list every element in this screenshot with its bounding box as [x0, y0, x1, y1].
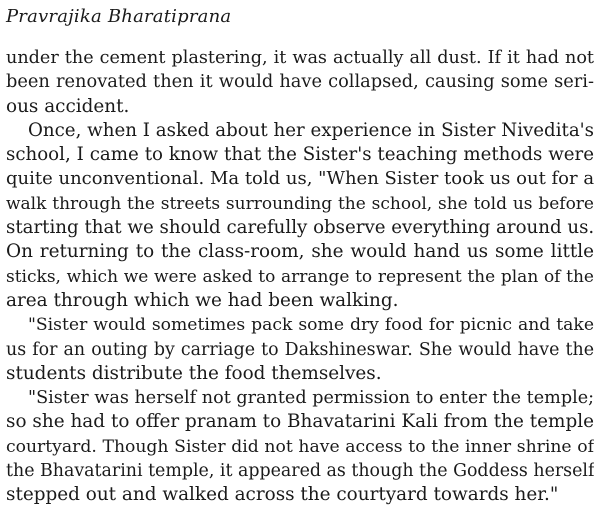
text-line: stepped out and walked across the courtyard towards her."	[6, 484, 559, 506]
text-line: walk through the streets surrounding the school, she told us before	[6, 193, 594, 214]
text-line: "Sister would sometimes pack some dry food for picnic and take	[28, 315, 594, 336]
text-line: under the cement plastering, it was actually all dust. If it had not	[6, 48, 594, 68]
text-line: courtyard. Though Sister did not have access to the inner shrine of	[6, 436, 594, 457]
text-line: so she had to offer pranam to Bhavatarini Kali from the temple	[6, 411, 594, 433]
text-line: ous accident.	[6, 95, 130, 117]
text-line: been renovated then it would have collapsed, causing some seri-	[6, 71, 594, 93]
text-line: starting that we should carefully observe everything around us.	[6, 217, 594, 239]
text-line: On returning to the class-room, she would hand us some little	[6, 241, 594, 263]
text-line: quite unconventional. Ma told us, "When Sister took us out for a	[6, 168, 594, 190]
text-line: sticks, which we were asked to arrange to represent the plan of the	[6, 266, 594, 287]
text-line: Once, when I asked about her experience in Sister Nivedita's	[28, 119, 594, 141]
text-line: "Sister was herself not granted permission to enter the temple;	[28, 388, 594, 409]
text-line: the Bhavatarini temple, it appeared as though the Goddess herself	[6, 461, 594, 482]
text-line: us for an outing by carriage to Dakshineswar. She would have the	[6, 339, 594, 360]
text-line: students distribute the food themselves.	[6, 362, 382, 384]
body-text	[6, 46, 594, 508]
text-line: area through which we had been walking.	[6, 289, 399, 311]
running-header: Pravrajika Bharatiprana	[6, 6, 232, 27]
text-line: school, I came to know that the Sister's teaching methods were	[6, 144, 594, 166]
